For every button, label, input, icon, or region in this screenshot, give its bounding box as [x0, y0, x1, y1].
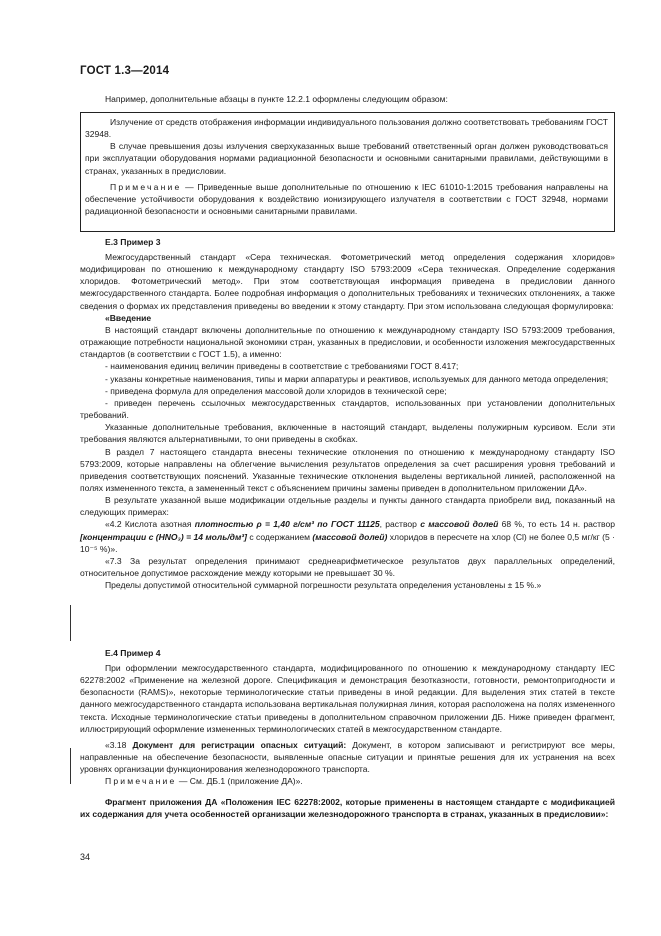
q1-part-h: (массовой долей) — [312, 531, 388, 542]
q1-part-g: с содержанием — [246, 531, 313, 542]
e3-quote-4-2 — [80, 518, 615, 554]
e3-body — [80, 251, 615, 591]
term-name: Документ для регистрации опасных ситуаций: — [132, 739, 347, 750]
example-box — [80, 112, 615, 232]
page-header-title: ГОСТ 1.3—2014 — [80, 65, 170, 77]
q1-part-b: плотностью ρ = 1,40 г/см³ по ГОСТ 11125 — [194, 519, 380, 530]
e3-paragraph-2: В настоящий стандарт включены дополнительные по отношению к международному стандарту ISO 5793:2009 требования, отражающие потребности национальной экономики стран, указанных в предисловии, и особенности изложения межгосударственных стандартов (в соответствии с ГОСТ 1.5), а именно: — [80, 324, 615, 360]
e3-paragraph-1: Межгосударственный стандарт «Сера техническая. Фотометрический метод определения содержания хлоридов» модифицирован по отношению к международному стандарту ISO 5793:2009 «Сера техническая. Определение содержания хлоридов. Фотометрический метод». При этом соответствующая информация приведена в предисловии данного межгосударственного стандарта. Более подробная информация о дополнительных требованиях и технических отклонениях, а также сведения о формах их представления приведены во введении к этому стандарту. При этом использована следующая формулировка: — [80, 252, 615, 311]
e4-body — [80, 662, 615, 820]
change-marker-bar-2 — [70, 748, 71, 784]
e3-paragraph-3: Указанные дополнительные требования, включенные в настоящий стандарт, выделены полужирным курсивом. Если эти требования являются альтернативными, то они приведены в скобках. — [80, 422, 615, 445]
term-definition: Документ, в котором записывают и регистрируют все меры, направленные на обеспечение безопасности, выявленные опасные ситуации и принятые решения для их устранения на всех уровнях организации функционирования железнодорожного транспорта. — [80, 739, 616, 775]
e3-list-item-1: - наименования единиц величин приведены в соответствие с требованиями ГОСТ 8.417; — [105, 361, 459, 372]
change-marker-bar-1 — [70, 605, 71, 641]
q1-part-c: , раствор — [379, 519, 421, 530]
e4-fragment-title: Фрагмент приложения ДА «Положения IEC 62278:2002, которые применены в настоящем стандарте с модификацией их содержания для учета особенностей организации железнодорожного транспорта в странах, указанных в предисловии»: — [80, 796, 615, 819]
q1-part-i: хлоридов в пересчете на хлор (Cl) не более 0,5 мг/кг (5 · 10⁻⁵ %)». — [80, 531, 615, 554]
page-number: 34 — [80, 852, 91, 862]
box-note-text: — Приведенные выше дополнительные по отношению к IEC 61010-1:2015 требования направлены на обеспечение устойчивости оборудования к воздействию ионизирующего излучателя в соответствии с ГОСТ 32948, нормами радиационной безопасности и основными санитарными правилами. — [85, 181, 608, 217]
e3-list-item-2: - указаны конкретные наименования, типы и марки аппаратуры и реактивов, используемых для данного метода определения; — [105, 373, 609, 384]
e4-term-3-18 — [80, 739, 615, 775]
e3-intro-label: «Введение — [105, 312, 152, 323]
term-number: «3.18 — [105, 739, 133, 750]
e3-paragraph-5: В результате указанной выше модификации отдельные разделы и пункты данного стандарта приобрели вид, показанный на следующих примерах: — [80, 495, 615, 518]
e4-note-label: Примечание — [105, 776, 177, 787]
e3-quote-7-3: «7.3 За результат определения принимают среднеарифметическое результатов двух параллельных определений, относительное допустимое расхождение между которыми не превышает 30 %. — [80, 555, 615, 579]
box-paragraph-1: Излучение от средств отображения информации индивидуального пользования должно соответствовать требованиям ГОСТ 32948. — [85, 117, 608, 140]
q1-part-e: 68 %, то есть 14 н. раствор — [498, 519, 615, 530]
e3-list-item-4: - приведен перечень ссылочных межгосударственных стандартов, использованных при установлении дополнительных требований. — [80, 397, 615, 421]
intro-line: Например, дополнительные абзацы в пункте 12.2.1 оформлены следующим образом: — [105, 94, 448, 104]
e3-quote-limits: Пределы допустимой относительной суммарной погрешности результата определения установлены ± 15 %.» — [105, 580, 542, 591]
box-note-label: Примечание — [110, 181, 182, 192]
e4-note-text: — См. ДБ.1 (приложение ДА)». — [176, 776, 303, 787]
e4-paragraph-1: При оформлении межгосударственного стандарта, модифицированного по отношению к международному стандарту IEC 62278:2002 «Применение на железной дороге. Спецификация и демонстрация безотказности, готовности, ремонтопригодности и безопасности (RAMS)», некоторые терминологические статьи приведены в иной редакции. Для выделения этих статей в тексте данного межгосударственного стандарта использована вертикальная полужирная линия, которая расположена на полях измененного текста. Исходные терминологические статьи приведены в дополнительном справочном приложении ДБ. Ниже приведен фрагмент, иллюстрирующий оформление измененных терминологических статей в межгосударственном стандарте. — [80, 663, 615, 734]
e3-heading: Е.3 Пример 3 — [105, 237, 161, 247]
q1-part-a: «4.2 Кислота азотная — [105, 519, 195, 530]
e3-list-item-3: - приведена формула для определения массовой доли хлоридов в технической сере; — [105, 385, 447, 396]
e3-paragraph-4: В раздел 7 настоящего стандарта внесены технические отклонения по отношению к международному стандарту ISO 5793:2009, которые направлены на облегчение вычисления результатов определения за счет расширения уровня требований и приведения соответствующих пояснений. Указанные технические отклонения выделены вертикальной линией, расположенной на полях измененного текста, а замененный текст с объяснением причины замены приведен в дополнительном приложении ДА». — [80, 446, 615, 493]
box-note — [85, 181, 608, 217]
e4-note — [80, 775, 615, 787]
box-paragraph-2: В случае превышения дозы излучения сверхуказанных выше требований ответственный орган должен руководствоваться при эксплуатации оборудования нормами радиационной безопасности и основными санитарными правилами, действующими в странах, указанных в предисловии. — [85, 141, 608, 176]
e4-heading: Е.4 Пример 4 — [105, 648, 161, 658]
q1-part-d: с массовой долей — [420, 519, 499, 530]
q1-part-f: [концентрации с (HNO₃) = 14 моль/дм³] — [80, 531, 247, 542]
